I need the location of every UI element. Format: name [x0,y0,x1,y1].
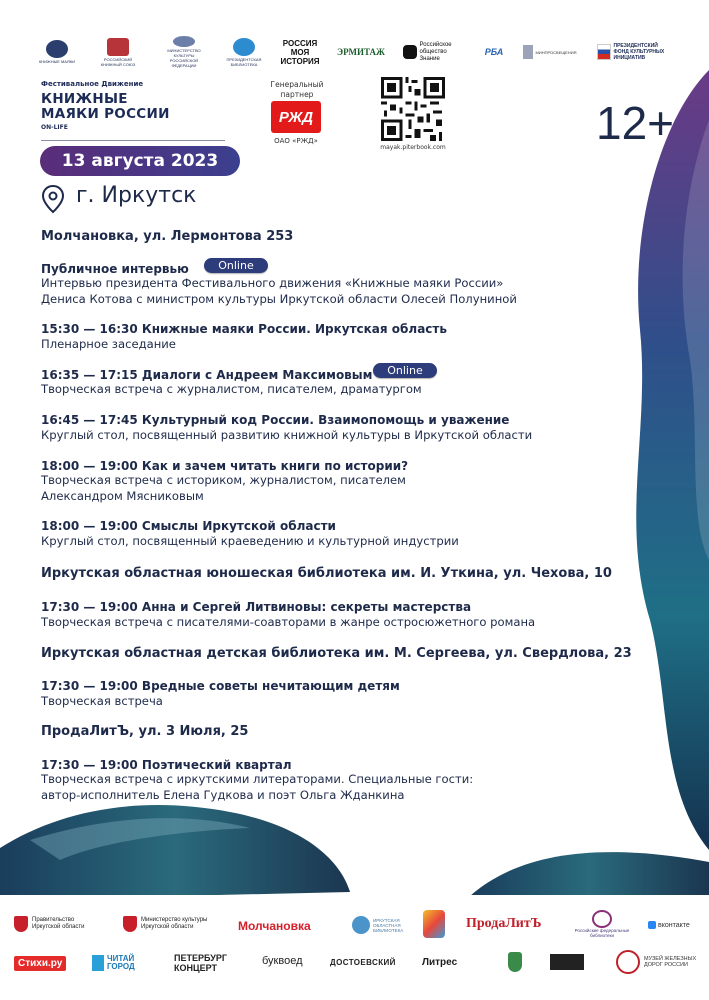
venue-heading: Иркутская областная детская библиотека им. М. Сергеева, ул. Свердлова, 23 [41,646,632,661]
logo-oblastnaya-biblioteka: ИРКУТСКАЯ ОБЛАСТНАЯ БИБЛИОТЕКА [352,916,422,934]
festival-name [41,92,241,122]
logo-litres: Литрес [422,957,458,968]
rzd-logo: РЖД [271,101,321,133]
logo-prezidentskaya-biblioteka: ПРЕЗИДЕНТСКАЯ БИБЛИОТЕКА [222,36,266,68]
logo-pravitelstvo: Правительство Иркутской области [14,916,104,932]
logo-knizhnye-mayaki: КНИЖНЫЕ МАЯКИ [34,36,80,68]
event-description: автор-исполнитель Елена Гудкова и поэт Ольга Жданкина [41,788,405,802]
logo-bukvoed: буквоед [262,955,303,967]
event-description: Александром Мясниковым [41,489,204,503]
logo-aii [550,954,584,970]
event-description: Творческая встреча [41,694,163,708]
header-divider [41,140,225,141]
online-badge: Online [204,258,268,273]
event-title: 17:30 — 19:00 Вредные советы нечитающим детям [41,679,400,693]
event-title: Публичное интервью [41,262,189,276]
event-description: Интервью президента Фестивального движения «Книжные маяки России» [41,276,504,290]
event-title: 16:35 — 17:15 Диалоги с Андреем Максимовым [41,368,373,382]
event-title: 18:00 — 19:00 Смыслы Иркутской области [41,519,336,533]
logo-rba: РБА [484,47,504,57]
logo-rks: РОССИЙСКИЙ КНИЖНЫЙ СОЮЗ [98,36,138,68]
logo-minprosvesh: МИНПРОСВЕЩЕНИЯ [522,36,578,68]
age-rating: 12+ [596,97,675,149]
logo-ermitazh: ЭРМИТАЖ [337,47,385,57]
festival-name-line-2: МАЯКИ РОССИИ [41,106,170,122]
partner-caption: ОАО «РЖД» [274,137,318,145]
logo-rfb: Российские федеральные библиотеки [572,910,632,938]
event-title: 18:00 — 19:00 Как и зачем читать книги по истории? [41,459,409,473]
festival-name-line-1: КНИЖНЫЕ [41,91,128,107]
logo-vkontakte[interactable]: вконтакте [648,921,690,929]
online-badge: Online [373,363,437,378]
location-pin-icon [40,184,66,214]
venue-heading: Иркутская областная юношеская библиотека им. И. Уткина, ул. Чехова, 10 [41,566,612,581]
festival-sub: ON-LIFE [41,124,68,131]
logo-molchanovka: Молчановка [238,919,311,933]
logo-rossiya-moya-istoriya: РОССИЯ МОЯ ИСТОРИЯ [280,38,320,66]
festival-label: Фестивальное Движение [41,80,144,88]
event-description: Творческая встреча с журналистом, писателем, драматургом [41,382,422,396]
general-partner-label: Генеральный партнер [270,80,324,99]
event-title: 16:45 — 17:45 Культурный код России. Взаимопомощь и уважение [41,413,510,427]
event-description: Круглый стол, посвященный развитию книжной культуры в Иркутской области [41,428,533,442]
date-badge: 13 августа 2023 [40,146,240,176]
logo-peterburg-koncert: ПЕТЕРБУРГ КОНЦЕРТ [174,953,227,973]
event-description: Круглый стол, посвященный краеведению и культурной индустрии [41,534,459,548]
event-description: Дениса Котова с министром культуры Иркутской области Олесей Полуниной [41,292,517,306]
event-description: Творческая встреча с писателями-соавторами в жанре остросюжетного романа [41,615,536,629]
venue-heading: ПродаЛитЪ, ул. 3 Июля, 25 [41,724,249,739]
event-title: 17:30 — 19:00 Поэтический квартал [41,758,292,772]
venue-heading: Молчановка, ул. Лермонтова 253 [41,229,294,244]
city-name: г. Иркутск [76,183,197,208]
logo-dostoevsky: ДОСТОЕВСКИЙ [330,958,396,967]
logo-prodalit: ПродаЛитЪ [466,916,542,931]
logo-chitai-gorod: ЧИТАЙ ГОРОД [92,955,143,971]
logo-minkult: МИНИСТЕРСТВО КУЛЬТУРЫ РОССИЙСКОЙ ФЕДЕРАЦИИ [160,36,208,68]
event-title: 17:30 — 19:00 Анна и Сергей Литвиновы: секреты мастерства [41,600,472,614]
event-description: Творческая встреча с историком, журналистом, писателем [41,473,406,487]
event-title: 15:30 — 16:30 Книжные маяки России. Иркутская область [41,322,447,336]
logo-stihi: Стихи.ру [14,956,66,971]
logo-kids [423,910,445,938]
logo-muzey-zhd: МУЗЕЙ ЖЕЛЕЗНЫХ ДОРОГ РОССИИ [616,950,702,974]
event-description: Пленарное заседание [41,337,176,351]
logo-museum-emblem [508,952,522,972]
logo-minkult-irkutsk: Министерство культуры Иркутской области [123,916,223,932]
event-description: Творческая встреча с иркутскими литераторами. Специальные гости: [41,772,474,786]
logo-znanie: Российское общество Знание [402,36,464,68]
qr-url[interactable]: mayak.piterbook.com [380,144,446,151]
logo-fond-kultinit: ПРЕЗИДЕНТСКИЙ ФОНД КУЛЬТУРНЫХ ИНИЦИАТИВ [596,36,670,68]
qr-code[interactable] [381,77,445,141]
